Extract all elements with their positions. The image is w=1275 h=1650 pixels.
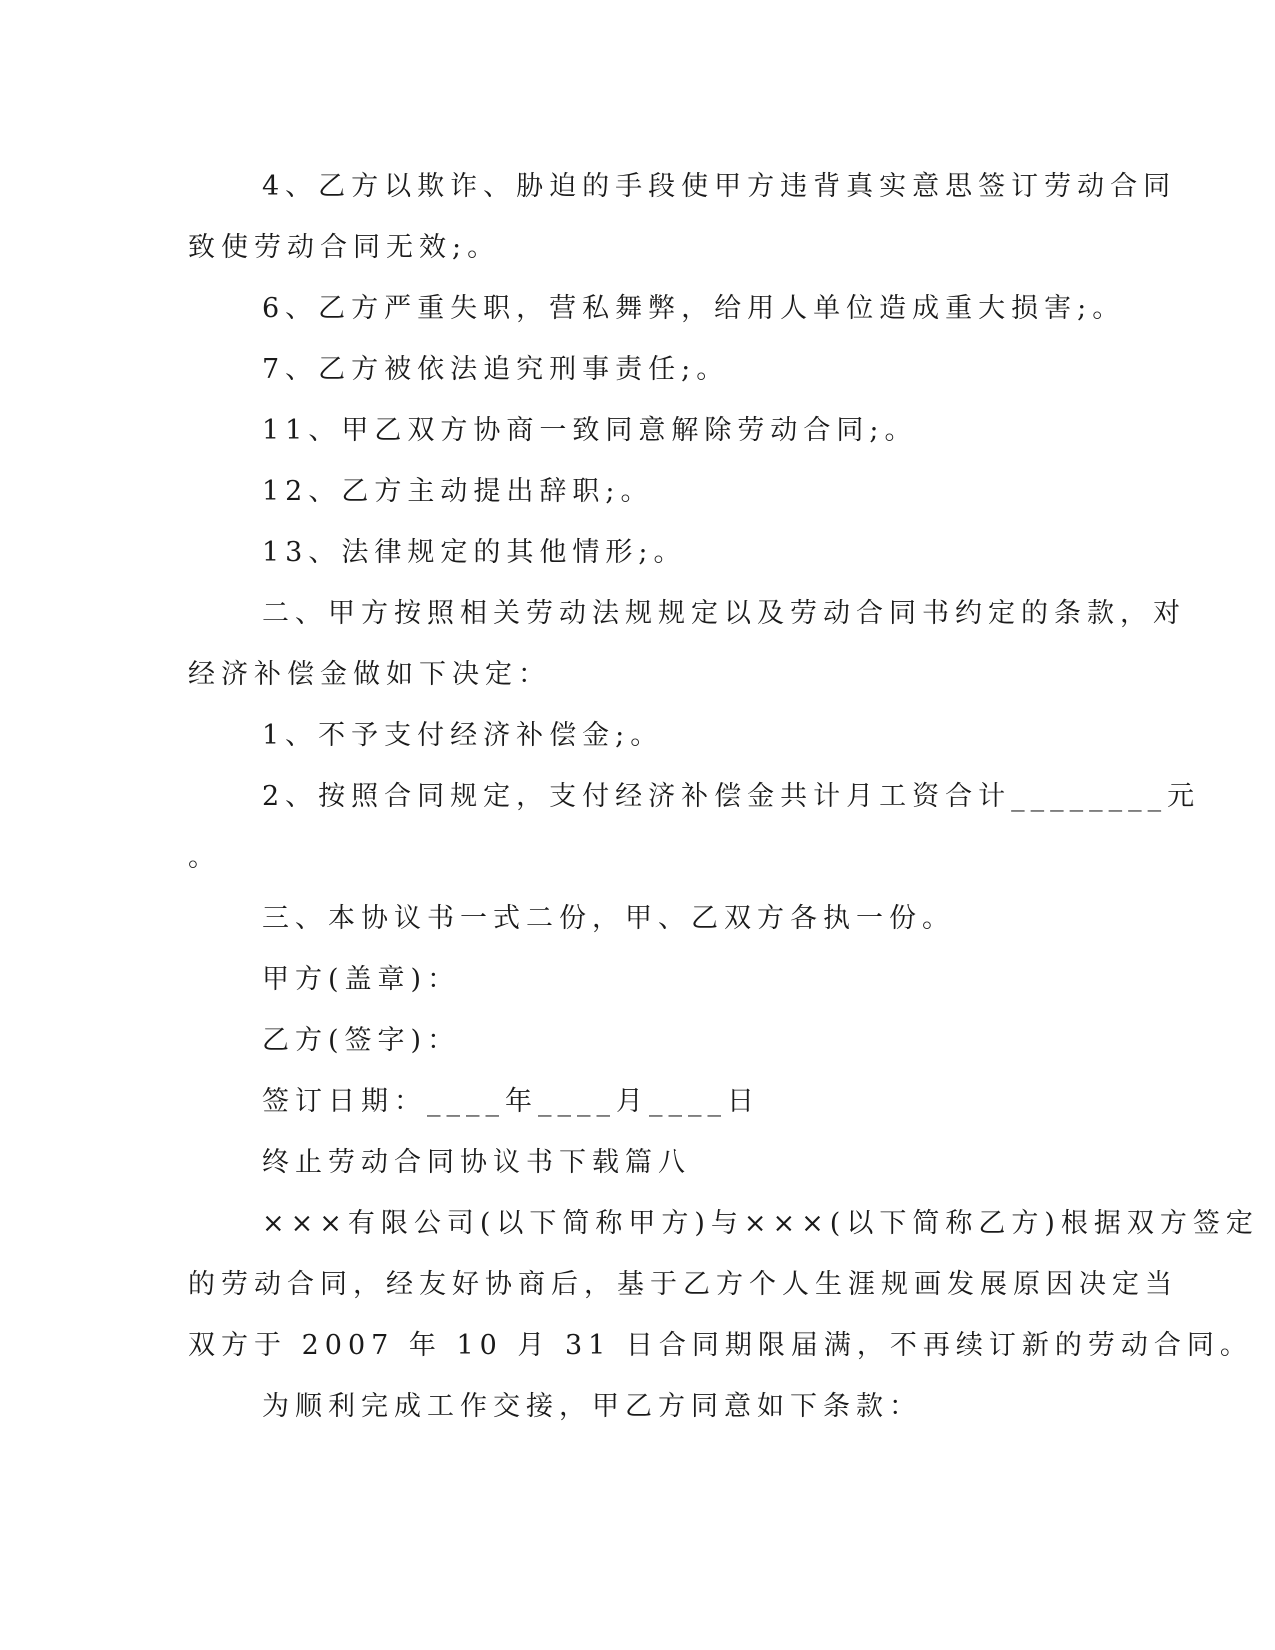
paragraph-line: 6、乙方严重失职，营私舞弊，给用人单位造成重大损害;。 bbox=[262, 293, 1126, 324]
paragraph-line: 7、乙方被依法追究刑事责任;。 bbox=[262, 354, 730, 385]
signing-date-line: 签订日期：____年____月____日 bbox=[262, 1086, 760, 1117]
paragraph-line: 12、乙方主动提出辞职;。 bbox=[262, 476, 654, 507]
paragraph-line: 双方于 2007 年 10 月 31 日合同期限届满，不再续订新的劳动合同。 bbox=[188, 1330, 1253, 1361]
paragraph-line: 的劳动合同，经友好协商后，基于乙方个人生涯规画发展原因决定当 bbox=[188, 1269, 1178, 1300]
paragraph-line: 。 bbox=[188, 842, 221, 873]
document-body bbox=[188, 156, 1259, 1437]
paragraph-line: 三、本协议书一式二份，甲、乙双方各执一份。 bbox=[262, 903, 955, 934]
signature-party-a-line: 甲方(盖章)： bbox=[262, 964, 461, 995]
paragraph-line: 致使劳动合同无效;。 bbox=[188, 232, 501, 263]
paragraph-line: 2、按照合同规定，支付经济补偿金共计月工资合计________元 bbox=[262, 781, 1201, 812]
paragraph-line: 13、法律规定的其他情形;。 bbox=[262, 537, 687, 568]
section-heading: 终止劳动合同协议书下载篇八 bbox=[262, 1147, 691, 1178]
paragraph-line: 为顺利完成工作交接，甲乙方同意如下条款： bbox=[262, 1391, 922, 1422]
paragraph-line: ×××有限公司(以下简称甲方)与×××(以下简称乙方)根据双方签定 bbox=[262, 1208, 1259, 1239]
paragraph-line: 4、乙方以欺诈、胁迫的手段使甲方违背真实意思签订劳动合同 bbox=[262, 171, 1177, 202]
signature-party-b-line: 乙方(签字)： bbox=[262, 1025, 461, 1056]
paragraph-line: 1、不予支付经济补偿金;。 bbox=[262, 720, 664, 751]
paragraph-line: 二、甲方按照相关劳动法规规定以及劳动合同书约定的条款，对 bbox=[262, 598, 1186, 629]
paragraph-line: 11、甲乙双方协商一致同意解除劳动合同;。 bbox=[262, 415, 918, 446]
paragraph-line: 经济补偿金做如下决定： bbox=[188, 659, 551, 690]
